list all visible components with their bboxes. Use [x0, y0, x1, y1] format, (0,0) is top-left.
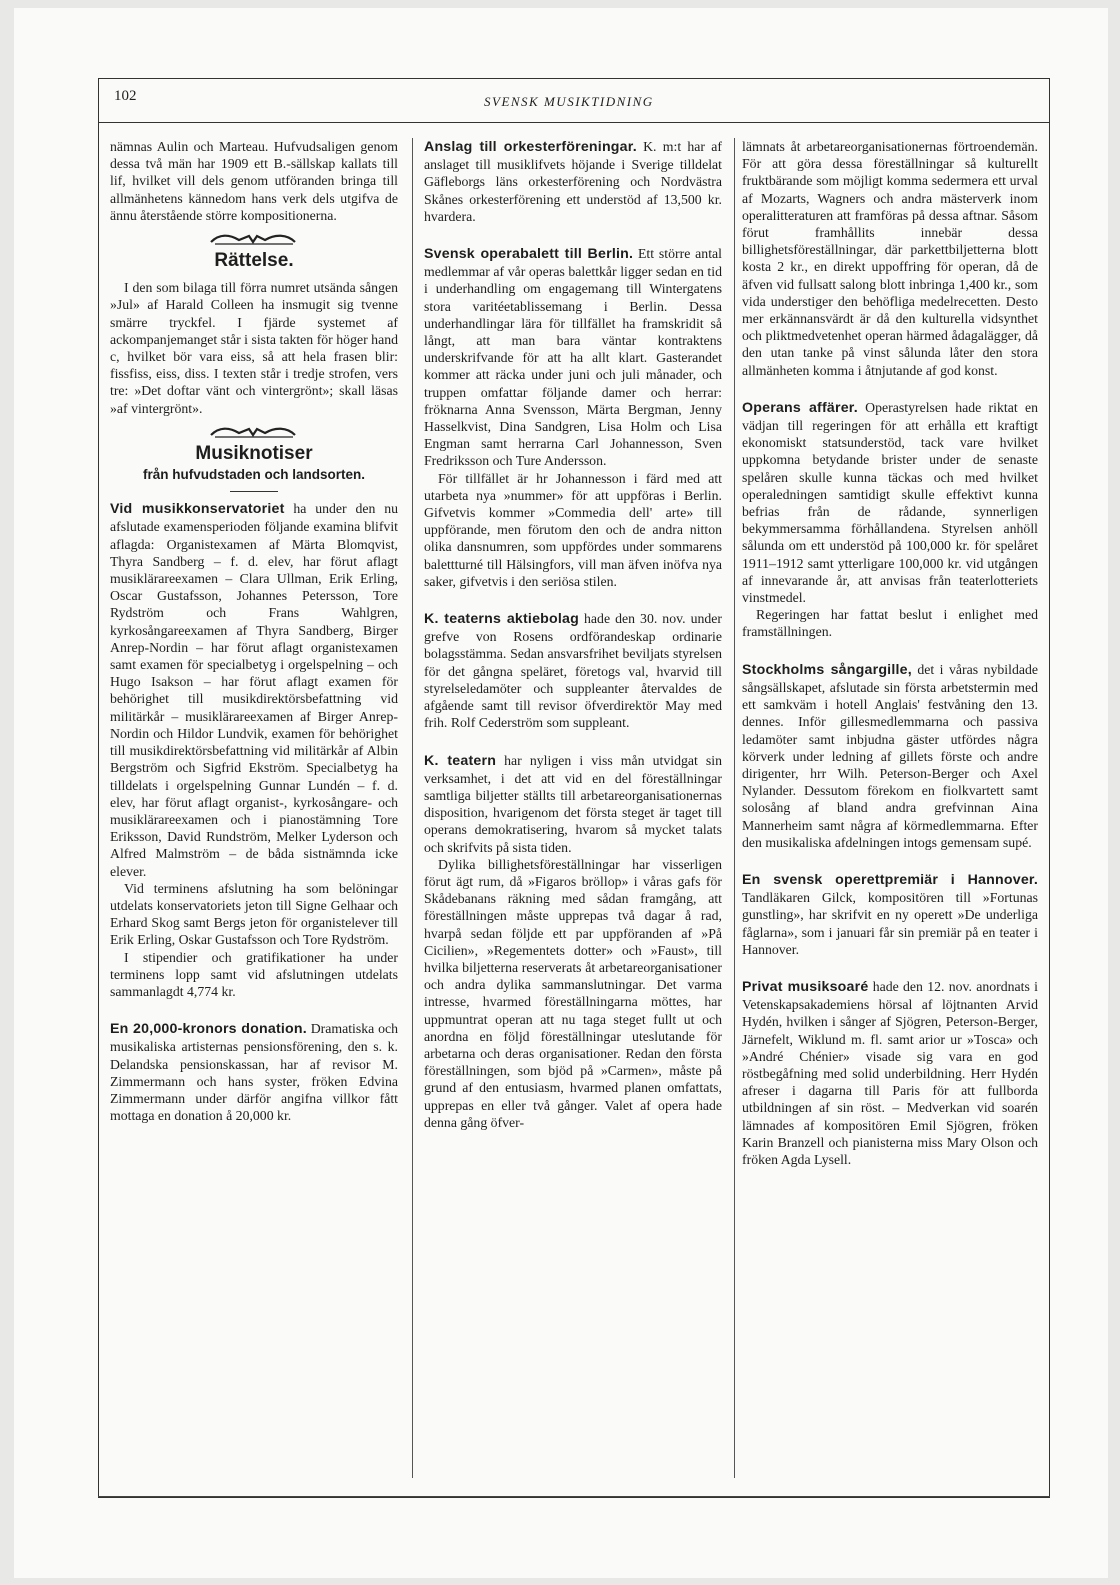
- theater-paragraph-2: Dylika billighetsföreställningar har visserligen förut ägt rum, då »Figaros bröllop» i våras gafs för Skådebanans räkning med sådan framgång, att föreställningen måste upprepas två dagar å rad, hvarpå sedan följde ett par uppföranden af »På Cicilien», »Regementets dotter» och »Faust», till hvilka biljetterna reserverats åt arbetareorganisationer och andra dylika sammanslutningar. Det varma intresse, hvarmed föreställningarna möttes, har uppmuntrat operan att nu taga steget fullt ut och anordna en följd föreställningar uteslutande för arbetarna och deras organisationer. Redan den första föreställningen, som bjöd på »Carmen», måste på grund af den entusiasm, hvarmed planen omfattats, upprepas en eller två gånger. Valet af opera hade denna gång öfver-: [424, 856, 722, 1130]
- spacer: [424, 590, 722, 610]
- continuation-paragraph: lämnats åt arbetareorganisationernas förtroendemän. För att göra dessa föreställningar så kulturellt fruktbärande som möjligt komma sedermera ett urval af Mozarts, Wagners och andra mästerverk inom operalitteraturen att framföras på dessa aftnar. Såsom förut framhållits innebär dessa billighetsföreställningar, där parkettbiljetterna blott kosta 2 kr., en direkt uppoffring för operan, då de äfven vid fullsatt salong blott inbringa 1,400 kr., som vida understiger den behöfliga medelrecetten. Desto mer erkännansvärdt är då den kulturella vidsynthet och pliktmedvetenhet operan härmed ådagalägger, då den utan tanke på vinst sålunda låter den stora allmänheten komma i åtnjutande af god konst.: [742, 139, 1038, 378]
- spacer: [742, 958, 1038, 978]
- company-text: hade den 30. nov. under grefve von Rosens ordförandeskap ordinarie bolagsstämma. Sedan ansvarsfrihet beviljats styrelsen för det gångna speläret, företogs val, hvarvid till styrelseledamöter och suppleanter återvaldes de afgående samt till revisor öfverdirektör May med frih. Rolf Cederström som suppleant.: [424, 611, 722, 731]
- operetta-heading: En svensk operettpremiär i Hannover.: [742, 871, 1038, 888]
- conservatory-text: ha under den nu afslutade examensperioden följande examina blifvit aflagda: Organistexamen af Märta Blomqvist, Thyra Sandberg – f. d. elev, har förut aflagt musiklärareexamen – Clara Ullman, Erik Erling, Oscar Gustafsson, Johannes Petersson, Tore Rydström och Frans Wahlgren, kyrkosångareexamen af Thyra Sandberg, Birger Anrep-Nordin – har förut aflagt organistexamen samt examen för specialbetyg i orgelspelning – och Hugo Isakson – har förut aflagt examen för behörighet till musikdirektörsbefattning vid militärkår – musiklärareexamen af Birger Anrep-Nordin och Hildor Lundvik, examen för behörighet till musikdirektörsbefattning vid militärkår af Albin Bergström och Sigfrid Ekström. Specialbetyg ha tilldelats i orgelspelning Gunnar Lundén – f. d. elev, har förut aflagt organist-, kyrkosångare- och musiklärareexamen och i pianostämning Tore Eriksson, David Rundström, Melker Lyderson och Alfred Malmström – de båda sistnämnda icke elever.: [110, 501, 399, 879]
- running-title: SVENSK MUSIKTIDNING: [484, 94, 654, 109]
- column-1: [110, 138, 398, 1124]
- bottom-rule: [98, 1496, 1050, 1497]
- company-heading: K. teaterns aktiebolag: [424, 611, 579, 628]
- newspaper-page: [14, 8, 1108, 1578]
- theater-text: har nyligen i viss mån utvidgat sin verksamhet, i det att vid en del föreställningar samtliga biljetter ställts till arbetareorganisationernas disposition, hvarigenom det första steget är taget till operans demokratisering, hvarom så mycket talats och skrifvits på sista tiden.: [424, 752, 723, 855]
- ballet-paragraph: [424, 245, 722, 470]
- conservatory-awards: Vid terminens afslutning ha som belöningar utdelats konservatoriets jeton till Signe Gelhaar och Erhard Skog samt Bergs jeton för organistelever till Erik Erling, Oskar Gustafsson och Tore Rydström.: [110, 880, 398, 948]
- operetta-paragraph: [742, 871, 1038, 958]
- conservatory-paragraph: [110, 500, 398, 879]
- affairs-text: Operastyrelsen hade riktat en vädjan till regeringen för att erhålla ett kraftigt ekonomiskt statsunderstöd, tack vare hvilket uppkomna betydande brister under de senaste spelåren skulle kunna täckas och med hvilket operaledningen samtidigt skulle effektivt kunna befrias från de rådande, synnerligen bekymmersamma förhållandena. Styrelsen anhöll sålunda om ett understöd på 100,000 kr. för spelåret 1911–1912 samt ytterligare 100,000 kr. vid utgången af innevarande år, att anvisas från teaterlotteriets vinstmedel.: [742, 399, 1038, 606]
- donation-paragraph: [110, 1020, 398, 1124]
- notices-subtitle: från hufvudstaden och landsorten.: [142, 467, 366, 483]
- notices-title: Musiknotiser: [195, 442, 313, 464]
- affairs-paragraph: [742, 399, 1038, 606]
- ballet-heading: Svensk operabalett till Berlin.: [424, 246, 634, 263]
- spacer: [110, 1000, 398, 1020]
- ornament-divider-icon: [209, 425, 299, 439]
- singers-paragraph: [742, 661, 1038, 851]
- column-3: [742, 138, 1038, 1168]
- correction-text: I den som bilaga till förra numret utsända sången »Jul» af Harald Colleen ha insmugit sig tvenne smärre tryckfel. I fjärde systemet af ackompanjemanget står i sista takten för höger hand c, hvilket bör vara eiss, så att hela frasen blir: fissfiss, eiss, diss. I texten står i tredje strofen, vers tre: »Det doftar vänt och vintergrönt»; skall läsas »af vintergrönt».: [110, 280, 398, 416]
- spacer: [424, 732, 722, 752]
- spacer: [742, 379, 1038, 399]
- correction-title: Rättelse.: [214, 250, 294, 272]
- theater-heading: K. teatern: [424, 752, 497, 769]
- conservatory-heading: Vid musikkonservatoriet: [110, 501, 285, 518]
- orchestra-text: K. m:t har af anslaget till musiklifvets höjande i Sverige tilldelat Gäfleborgs läns orkesterförening och Nordvästra Skånes orkesterförening ett understöd af 13,500 kr. hvardera.: [424, 139, 722, 224]
- ornament-divider-icon: [209, 232, 299, 246]
- affairs-paragraph-2: Regeringen har fattat beslut i enlighet med framställningen.: [742, 607, 1038, 640]
- conservatory-stipends: I stipendier och gratifikationer ha under terminens lopp samt vid afslutningen utdelats sammanlagdt 4,774 kr.: [110, 949, 398, 999]
- soiree-text: hade den 12. nov. anordnats i Vetenskapsakademiens hörsal af löjtnanten Arvid Hydén, hvilken i sånger af Sjögren, Peterson-Berger, Järnefelt, Wiklund m. fl. samt arior ur »Tosca» och »André Chénier» visade sig vara en god röstbegåfning med solid underbildning. Herr Hydén afreser i dagarna till Paris för att fullborda utbildningen af sin röst. – Medverkan vid soarén lämnades af kompositören Emil Sjögren, fröken Karin Branzell och pianisterna miss Mary Olson och fröken Agda Lysell.: [742, 978, 1038, 1167]
- soiree-paragraph: [742, 978, 1038, 1168]
- ballet-text: Ett större antal medlemmar af vår operas balettkår ligger sedan en tid i underhandling om engagemang till Wintergatens stora varitéetablissemang i Berlin. Dessa underhandlingar lära för tillfället ha framskridit så långt, att man bara väntar kontraktens underskrifvande för att ha allt klart. Gasterandet kommer att räcka under juni och juli månader, och truppen omfattar följande damer och herrar: fröknarna Anna Svensson, Märta Bergman, Jenny Hasselkvist, Dina Sandgren, Lisa Holm och Lisa Engman samt herrarna Carl Johannesson, Sven Fredriksson och Ture Andersson.: [424, 246, 722, 469]
- page-number: 102: [114, 88, 137, 104]
- spacer: [424, 225, 722, 245]
- donation-heading: En 20,000-kronors donation.: [110, 1021, 307, 1038]
- column-divider: [412, 138, 413, 1478]
- company-paragraph: [424, 610, 722, 731]
- column-2: [424, 138, 722, 1131]
- theater-paragraph: [424, 752, 722, 856]
- spacer: [742, 851, 1038, 871]
- singers-text: det i våras nybildade sångsällskapet, afslutade sin första arbetstermin med ett samkväm i hotell Anglais' festvåning den 13. dennes. Inför gillesmedlemmarna och passiva ledamöter samt inbjudna gäster utfördes några körverk under ledning af gillets förste och andre dirigenter, hrr Wilh. Peterson-Berger och Axel Nylander. Dessutom förekom en fiolkvartett samt solosång af bland andra grefvinnan Aina Mannerheim samt några af körmedlemmarna. Efter den musikaliska afdelningen intogs gemensam supé.: [742, 661, 1038, 850]
- ballet-paragraph-2: För tillfället är hr Johannesson i färd med att utarbeta nya »nummer» för att uppföras i Berlin. Gifvetvis kommer »Commedia dell' arte» till uppförande, men förutom den och de andra nitton olika dansnumren, som uppfördes under sommarens balettturné till Hälsingfors, vill man äfven inöfva nya saker, gifvetvis i den seriösa stilen.: [424, 470, 722, 589]
- singers-heading: Stockholms sångargille,: [742, 661, 912, 678]
- short-rule: [230, 491, 278, 492]
- column-divider: [734, 138, 735, 1478]
- operetta-text: Tandläkaren Gilck, kompositören till »Fortunas gunstling», har skrifvit en ny operett »De underliga fåglarna», som i januari får sin premiär på en teater i Hannover.: [742, 890, 1038, 957]
- header-rule: [98, 122, 1050, 123]
- orchestra-paragraph: [424, 138, 722, 225]
- orchestra-heading: Anslag till orkesterföreningar.: [424, 139, 637, 155]
- affairs-heading: Operans affärer.: [742, 399, 858, 416]
- spacer: [742, 641, 1038, 661]
- intro-paragraph: nämnas Aulin och Marteau. Hufvudsaligen genom dessa två män har 1909 ett B.-sällskap kallats till lif, hvilket vill dels genom utföranden bringa till allmänhetens kännedom hans verk dels utgifva de ännu återstående större kompositionerna.: [110, 139, 398, 223]
- donation-text: Dramatiska och musikaliska artisternas pensionsförening, den s. k. Delandska pensionskassan, har af revisor M. Zimmermann och hans syster, fröken Edvina Zimmermann under därför angifna villkor fått mottaga en donation å 20,000 kr.: [110, 1021, 398, 1124]
- soiree-heading: Privat musiksoaré: [742, 978, 869, 995]
